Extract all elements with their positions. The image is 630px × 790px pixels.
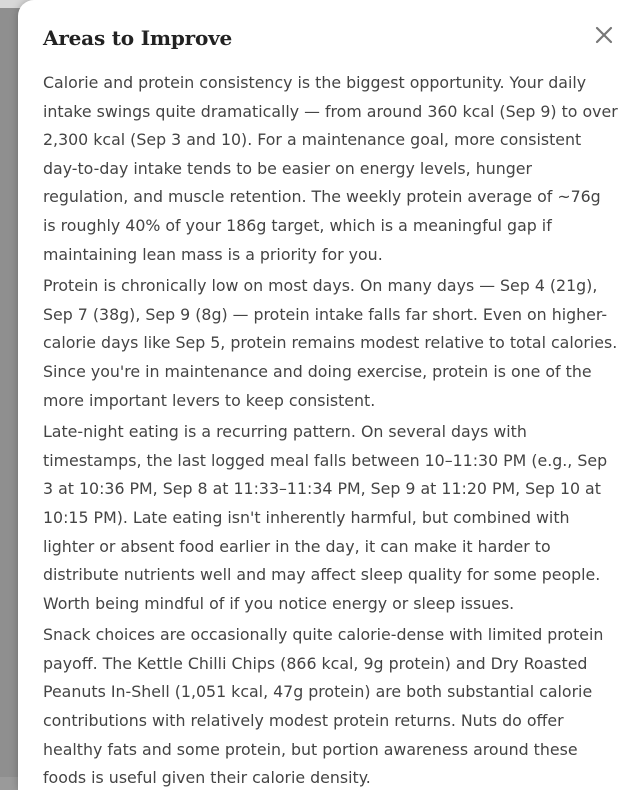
dialog-title: Areas to Improve xyxy=(43,26,233,50)
close-icon xyxy=(591,22,617,48)
paragraph-snack-choices: Snack choices are occasionally quite calorie-dense with limited protein payoff. The Kettle Chilli Chips (866 kcal, 9g protein) and Dry Roasted Peanuts In-Shell (1,051 kcal, 47g protein) are both substantial calorie contributions with relatively modest protein returns. Nuts do offer healthy fats and some protein, but portion awareness around these foods is useful given their calorie density. xyxy=(43,625,604,788)
dialog-body xyxy=(43,69,618,790)
close-button[interactable] xyxy=(591,22,617,48)
paragraph-calorie-consistency: Calorie and protein consistency is the biggest opportunity. Your daily intake swings quite dramatically — from around 360 kcal (Sep 9) to over 2,300 kcal (Sep 3 and 10). For a maintenance goal, more consistent day-to-day intake tends to be easier on energy levels, hunger regulation, and muscle retention. The weekly protein average of ~76g is roughly 40% of your 186g target, which is a meaningful gap if maintaining lean mass is a priority for you. xyxy=(43,73,618,264)
areas-to-improve-dialog xyxy=(18,0,630,790)
paragraph-protein-low: Protein is chronically low on most days. On many days — Sep 4 (21g), Sep 7 (38g), Sep 9 (8g) — protein intake falls far short. Even on higher-calorie days like Sep 5, protein remains modest relative to total calories. Since you're in maintenance and doing exercise, protein is one of the more important levers to keep consistent. xyxy=(43,276,618,410)
paragraph-late-night-eating: Late-night eating is a recurring pattern. On several days with timestamps, the last logged meal falls between 10–11:30 PM (e.g., Sep 3 at 10:36 PM, Sep 8 at 11:33–11:34 PM, Sep 9 at 11:20 PM, Sep 10 at 10:15 PM). Late eating isn't inherently harmful, but combined with lighter or absent food earlier in the day, it can make it harder to distribute nutrients well and may affect sleep quality for some people. Worth being mindful of if you notice energy or sleep issues. xyxy=(43,422,608,613)
